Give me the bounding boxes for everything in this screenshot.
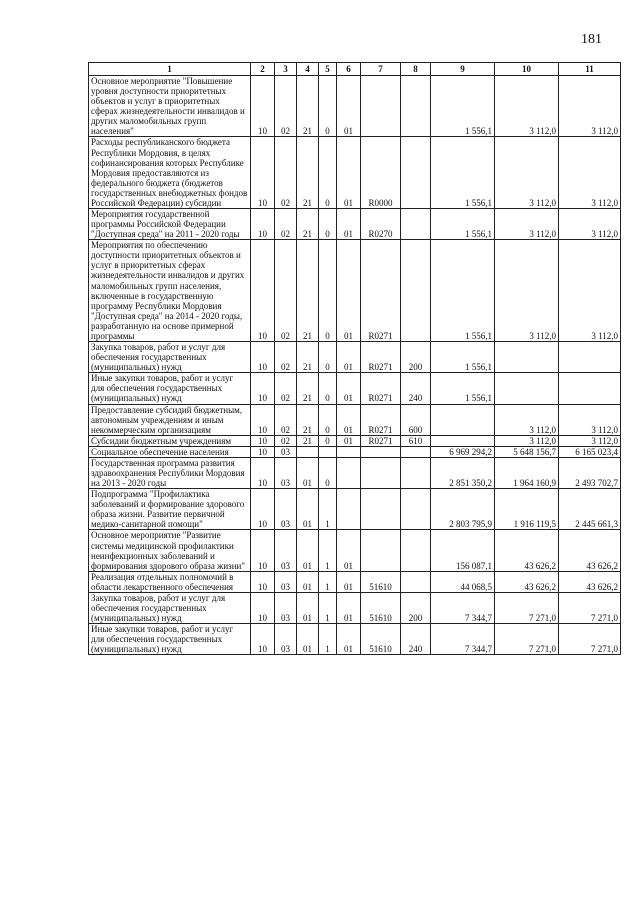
cell-c7: R0271 [361, 342, 401, 373]
row-name: Реализация отдельных полномочий в области лекарственного обеспечения [89, 571, 251, 592]
column-header: 11 [559, 63, 621, 76]
table-row [89, 446, 621, 457]
cell-c11: 7 271,0 [559, 592, 621, 623]
cell-c8 [401, 571, 431, 592]
page-number: 181 [581, 32, 602, 47]
cell-c4: 21 [297, 404, 319, 435]
cell-c4: 01 [297, 457, 319, 488]
cell-c6: 01 [337, 435, 361, 446]
cell-c8 [401, 446, 431, 457]
cell-c8 [401, 489, 431, 530]
table-row [89, 373, 621, 404]
cell-c10 [495, 373, 559, 404]
cell-c9: 1 556,1 [431, 373, 495, 404]
cell-c8 [401, 209, 431, 240]
cell-c8 [401, 240, 431, 342]
header-row [89, 63, 621, 76]
cell-c3: 03 [275, 592, 297, 623]
cell-c5: 0 [319, 76, 337, 137]
cell-c2: 10 [251, 240, 275, 342]
cell-c8 [401, 457, 431, 488]
row-name: Основное мероприятие "Развитие системы медицинской профилактики неинфекционных заболеваний и формирования здорового образа жизни" [89, 530, 251, 571]
cell-c10: 1 916 119,5 [495, 489, 559, 530]
cell-c7: R0270 [361, 209, 401, 240]
cell-c8 [401, 530, 431, 571]
cell-c11: 2 445 661,3 [559, 489, 621, 530]
column-header: 1 [89, 63, 251, 76]
table-row [89, 137, 621, 209]
cell-c11: 43 626,2 [559, 530, 621, 571]
column-header: 3 [275, 63, 297, 76]
cell-c9: 6 969 294,2 [431, 446, 495, 457]
cell-c6: 01 [337, 137, 361, 209]
cell-c7: 51610 [361, 592, 401, 623]
cell-c7: 51610 [361, 571, 401, 592]
budget-table [88, 62, 621, 655]
row-name: Предоставление субсидий бюджетным, автономным учреждениям и иным некоммерческим организациям [89, 404, 251, 435]
row-name: Иные закупки товаров, работ и услуг для обеспечения государственных (муниципальных) нужд [89, 624, 251, 655]
cell-c5: 0 [319, 373, 337, 404]
cell-c5: 0 [319, 457, 337, 488]
cell-c4 [297, 446, 319, 457]
cell-c10: 3 112,0 [495, 404, 559, 435]
row-name: Субсидии бюджетным учреждениям [89, 435, 251, 446]
cell-c6 [337, 489, 361, 530]
cell-c5: 1 [319, 592, 337, 623]
cell-c4: 01 [297, 489, 319, 530]
cell-c3: 02 [275, 76, 297, 137]
cell-c7: R0271 [361, 404, 401, 435]
cell-c9: 7 344,7 [431, 592, 495, 623]
table-row [89, 435, 621, 446]
cell-c8: 240 [401, 624, 431, 655]
table-row [89, 571, 621, 592]
cell-c10: 43 626,2 [495, 571, 559, 592]
row-name: Закупка товаров, работ и услуг для обеспечения государственных (муниципальных) нужд [89, 342, 251, 373]
cell-c7: R0000 [361, 137, 401, 209]
cell-c10: 1 964 160,9 [495, 457, 559, 488]
cell-c3: 03 [275, 571, 297, 592]
cell-c5: 0 [319, 404, 337, 435]
cell-c6: 01 [337, 209, 361, 240]
column-header: 9 [431, 63, 495, 76]
cell-c2: 10 [251, 137, 275, 209]
cell-c3: 02 [275, 435, 297, 446]
cell-c11: 3 112,0 [559, 209, 621, 240]
cell-c3: 03 [275, 446, 297, 457]
cell-c5: 0 [319, 137, 337, 209]
cell-c8 [401, 76, 431, 137]
cell-c6: 01 [337, 624, 361, 655]
cell-c2: 10 [251, 373, 275, 404]
cell-c2: 10 [251, 342, 275, 373]
cell-c9: 1 556,1 [431, 342, 495, 373]
cell-c7 [361, 76, 401, 137]
cell-c5: 0 [319, 209, 337, 240]
cell-c2: 10 [251, 446, 275, 457]
cell-c11 [559, 373, 621, 404]
cell-c8: 200 [401, 592, 431, 623]
cell-c4: 01 [297, 592, 319, 623]
cell-c2: 10 [251, 530, 275, 571]
cell-c3: 02 [275, 240, 297, 342]
cell-c3: 03 [275, 489, 297, 530]
cell-c3: 02 [275, 404, 297, 435]
cell-c2: 10 [251, 624, 275, 655]
cell-c4: 21 [297, 209, 319, 240]
row-name: Государственная программа развития здравоохранения Республики Мордовия на 2013 - 2020 годы [89, 457, 251, 488]
table-row [89, 489, 621, 530]
cell-c8: 600 [401, 404, 431, 435]
cell-c6: 01 [337, 404, 361, 435]
table-row [89, 624, 621, 655]
column-header: 2 [251, 63, 275, 76]
cell-c10 [495, 342, 559, 373]
cell-c9 [431, 404, 495, 435]
cell-c9: 7 344,7 [431, 624, 495, 655]
column-header: 7 [361, 63, 401, 76]
table-row [89, 209, 621, 240]
cell-c11: 7 271,0 [559, 624, 621, 655]
cell-c6: 01 [337, 342, 361, 373]
cell-c8 [401, 137, 431, 209]
cell-c8: 610 [401, 435, 431, 446]
cell-c2: 10 [251, 592, 275, 623]
cell-c6: 01 [337, 240, 361, 342]
cell-c9: 1 556,1 [431, 76, 495, 137]
cell-c7: R0271 [361, 435, 401, 446]
row-name: Мероприятия государственной программы Российской Федерации "Доступная среда" на 2011 - 2020 годы [89, 209, 251, 240]
cell-c9: 1 556,1 [431, 137, 495, 209]
cell-c8: 240 [401, 373, 431, 404]
cell-c7: 51610 [361, 624, 401, 655]
cell-c4: 01 [297, 571, 319, 592]
cell-c2: 10 [251, 571, 275, 592]
table-row [89, 457, 621, 488]
cell-c4: 21 [297, 240, 319, 342]
cell-c2: 10 [251, 404, 275, 435]
cell-c5: 1 [319, 489, 337, 530]
cell-c10: 3 112,0 [495, 137, 559, 209]
cell-c3: 02 [275, 342, 297, 373]
cell-c2: 10 [251, 489, 275, 530]
cell-c11 [559, 342, 621, 373]
cell-c6: 01 [337, 76, 361, 137]
cell-c11: 3 112,0 [559, 137, 621, 209]
cell-c3: 02 [275, 373, 297, 404]
cell-c9: 156 087,1 [431, 530, 495, 571]
cell-c2: 10 [251, 209, 275, 240]
row-name: Мероприятия по обеспечению доступности приоритетных объектов и услуг в приоритетных сферах жизнедеятельности инвалидов и других маломобильных групп населения, включенные в государственную программу Республики Мордовия "Доступная среда" на 2014 - 2020 годы, разработанную на основе примерной программы [89, 240, 251, 342]
cell-c9 [431, 435, 495, 446]
cell-c11: 3 112,0 [559, 76, 621, 137]
cell-c4: 21 [297, 373, 319, 404]
cell-c7 [361, 446, 401, 457]
cell-c9: 2 803 795,9 [431, 489, 495, 530]
table-row [89, 76, 621, 137]
cell-c9: 2 851 350,2 [431, 457, 495, 488]
cell-c7 [361, 457, 401, 488]
row-name: Расходы республиканского бюджета Республики Мордовия, в целях софинансирования которых Республике Мордовия предоставляются из федерального бюджета (бюджетов государственных внебюджетных фондов Российской Федерации) субсидии [89, 137, 251, 209]
cell-c4: 01 [297, 530, 319, 571]
cell-c5: 0 [319, 342, 337, 373]
column-header: 5 [319, 63, 337, 76]
cell-c11: 6 165 023,4 [559, 446, 621, 457]
cell-c10: 3 112,0 [495, 209, 559, 240]
table-row [89, 404, 621, 435]
cell-c11: 3 112,0 [559, 404, 621, 435]
cell-c5: 1 [319, 624, 337, 655]
cell-c9: 44 068,5 [431, 571, 495, 592]
cell-c4: 01 [297, 624, 319, 655]
row-name: Закупка товаров, работ и услуг для обеспечения государственных (муниципальных) нужд [89, 592, 251, 623]
cell-c3: 03 [275, 624, 297, 655]
cell-c7 [361, 530, 401, 571]
cell-c8: 200 [401, 342, 431, 373]
cell-c11: 43 626,2 [559, 571, 621, 592]
cell-c11: 2 493 702,7 [559, 457, 621, 488]
cell-c4: 21 [297, 435, 319, 446]
table-row [89, 530, 621, 571]
table-row [89, 592, 621, 623]
cell-c10: 3 112,0 [495, 240, 559, 342]
cell-c2: 10 [251, 435, 275, 446]
cell-c6 [337, 457, 361, 488]
cell-c2: 10 [251, 457, 275, 488]
cell-c3: 02 [275, 209, 297, 240]
row-name: Социальное обеспечение населения [89, 446, 251, 457]
cell-c6: 01 [337, 571, 361, 592]
cell-c9: 1 556,1 [431, 209, 495, 240]
row-name: Подпрограмма "Профилактика заболеваний и формирование здорового образа жизни. Развитие первичной медико-санитарной помощи" [89, 489, 251, 530]
cell-c3: 03 [275, 457, 297, 488]
cell-c10: 43 626,2 [495, 530, 559, 571]
cell-c4: 21 [297, 137, 319, 209]
cell-c9: 1 556,1 [431, 240, 495, 342]
cell-c10: 7 271,0 [495, 624, 559, 655]
cell-c5: 0 [319, 240, 337, 342]
cell-c2: 10 [251, 76, 275, 137]
row-name: Основное мероприятие "Повышение уровня доступности приоритетных объектов и услуг в приоритетных сферах жизнедеятельности инвалидов и других маломобильных групп населения" [89, 76, 251, 137]
row-name: Иные закупки товаров, работ и услуг для обеспечения государственных (муниципальных) нужд [89, 373, 251, 404]
table-row [89, 240, 621, 342]
cell-c10: 3 112,0 [495, 76, 559, 137]
column-header: 4 [297, 63, 319, 76]
cell-c3: 03 [275, 530, 297, 571]
cell-c6: 01 [337, 373, 361, 404]
cell-c7: R0271 [361, 373, 401, 404]
cell-c4: 21 [297, 342, 319, 373]
cell-c10: 5 648 156,7 [495, 446, 559, 457]
cell-c10: 3 112,0 [495, 435, 559, 446]
column-header: 8 [401, 63, 431, 76]
cell-c11: 3 112,0 [559, 435, 621, 446]
cell-c6: 01 [337, 530, 361, 571]
column-header: 10 [495, 63, 559, 76]
table-row [89, 342, 621, 373]
cell-c10: 7 271,0 [495, 592, 559, 623]
cell-c5: 1 [319, 571, 337, 592]
cell-c6: 01 [337, 592, 361, 623]
cell-c7 [361, 489, 401, 530]
cell-c6 [337, 446, 361, 457]
column-header: 6 [337, 63, 361, 76]
cell-c5: 1 [319, 530, 337, 571]
cell-c7: R0271 [361, 240, 401, 342]
cell-c11: 3 112,0 [559, 240, 621, 342]
cell-c4: 21 [297, 76, 319, 137]
cell-c3: 02 [275, 137, 297, 209]
cell-c5 [319, 446, 337, 457]
cell-c5: 0 [319, 435, 337, 446]
